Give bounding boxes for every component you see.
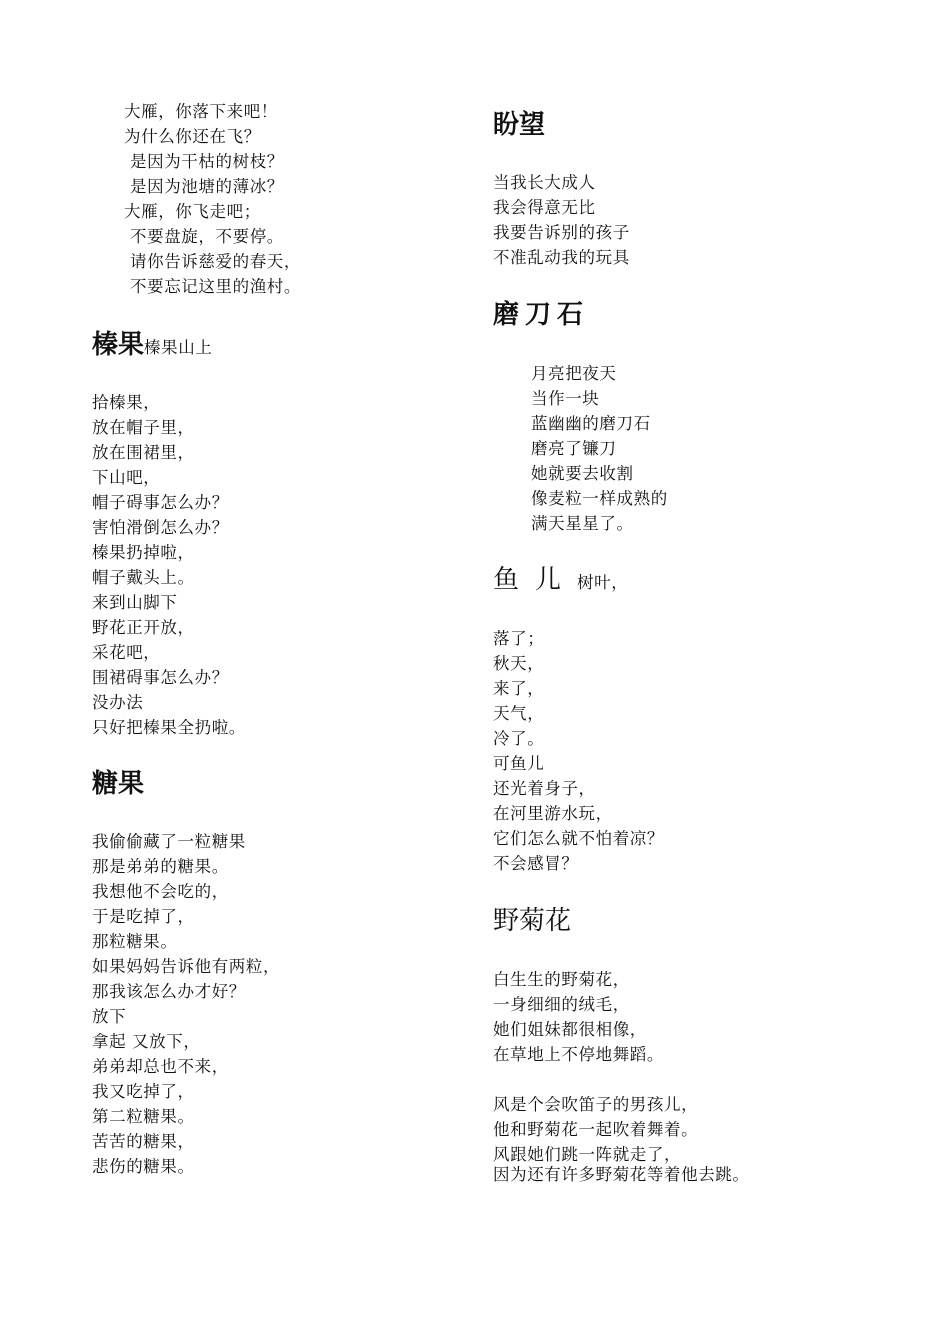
poem-line: 当作一块 <box>531 389 600 408</box>
poem-line: 为什么你还在飞？ <box>124 127 261 146</box>
poem-line: 磨亮了镰刀 <box>531 439 617 458</box>
poem-line: 他和野菊花一起吹着舞着。 <box>493 1120 699 1139</box>
poem-line: 悲伤的糖果。 <box>92 1157 195 1176</box>
poem-line: 像麦粒一样成熟的 <box>531 489 668 508</box>
poem-line: 我又吃掉了， <box>92 1082 195 1101</box>
poem-line: 不准乱动我的玩具 <box>493 248 630 267</box>
poem-line: 一身细细的绒毛， <box>493 995 630 1014</box>
poem-line: 还光着身子， <box>493 779 596 798</box>
poem-line: 是因为干枯的树枝？ <box>130 152 284 171</box>
poem-line: 拾榛果， <box>92 393 161 412</box>
poem-line: 第二粒糖果。 <box>92 1107 195 1126</box>
poem-line: 不要盘旋，不要停。 <box>130 227 284 246</box>
poem-line: 是因为池塘的薄冰？ <box>130 177 284 196</box>
poem-line: 秋天， <box>493 654 545 673</box>
poem-title-trail: 树叶， <box>577 573 629 592</box>
poem-line: 大雁，你飞走吧； <box>124 202 261 221</box>
poem-line: 我偷偷藏了一粒糖果 <box>92 832 246 851</box>
poem-title-trail: 榛果山上 <box>144 338 213 357</box>
poem-line: 在草地上不停地舞蹈。 <box>493 1045 664 1064</box>
poem-line: 如果妈妈告诉他有两粒， <box>92 957 281 976</box>
poem-line: 可鱼儿 <box>493 754 545 773</box>
poem-line: 围裙碍事怎么办？ <box>92 668 229 687</box>
poem-line: 它们怎么就不怕着凉？ <box>493 829 664 848</box>
poem-line: 于是吃掉了， <box>92 907 195 926</box>
poem-line: 那我该怎么办才好？ <box>92 982 246 1001</box>
poem-line: 因为还有许多野菊花等着他去跳。 <box>493 1165 750 1184</box>
poem-line: 风跟她们跳一阵就走了， <box>493 1145 682 1164</box>
poem-line: 冷了。 <box>493 729 545 748</box>
poem-line: 请你告诉慈爱的春天， <box>130 252 301 271</box>
poem-line: 我会得意无比 <box>493 198 596 217</box>
poem-line: 天气， <box>493 704 545 723</box>
poem-line: 榛果扔掉啦， <box>92 543 195 562</box>
poem-line: 不要忘记这里的渔村。 <box>130 277 301 296</box>
poem-line: 不会感冒？ <box>493 854 579 873</box>
poem-line: 蓝幽幽的磨刀石 <box>531 414 651 433</box>
poem-line: 落了； <box>493 629 545 648</box>
poem-line: 没办法 <box>92 693 144 712</box>
poem-line: 拿起 又放下， <box>92 1032 201 1051</box>
poem-line: 月亮把夜天 <box>531 364 617 383</box>
poem-line: 白生生的野菊花， <box>493 970 630 989</box>
poem-line: 她们姐妹都很相像， <box>493 1020 647 1039</box>
poem-line: 放在围裙里， <box>92 443 195 462</box>
poem-line: 放下 <box>92 1007 127 1026</box>
poem-line: 来到山脚下 <box>92 593 178 612</box>
poem-title: 野菊花 <box>493 906 572 936</box>
poem-line: 那粒糖果。 <box>92 932 178 951</box>
poem-line: 帽子碍事怎么办？ <box>92 493 229 512</box>
poem-line: 在河里游水玩， <box>493 804 613 823</box>
poem-line: 她就要去收割 <box>531 464 634 483</box>
poem-title: 磨刀石 <box>493 300 590 330</box>
poem-line: 当我长大成人 <box>493 173 596 192</box>
poem-line: 满天星星了。 <box>531 514 634 533</box>
poem-line: 大雁，你落下来吧！ <box>124 102 278 121</box>
poem-line: 采花吧， <box>92 643 161 662</box>
poem-line: 只好把榛果全扔啦。 <box>92 718 246 737</box>
poem-line: 野花正开放， <box>92 618 195 637</box>
poem-line: 我想他不会吃的， <box>92 882 229 901</box>
poem-line: 苦苦的糖果， <box>92 1132 195 1151</box>
poem-line: 放在帽子里， <box>92 418 195 437</box>
poem-title-text: 鱼儿 <box>493 565 578 595</box>
poem-title <box>493 565 628 598</box>
poem-line: 来了， <box>493 679 545 698</box>
poem-title-text: 榛果 <box>92 330 145 360</box>
poem-line: 我要告诉别的孩子 <box>493 223 630 242</box>
poem-line: 风是个会吹笛子的男孩儿， <box>493 1095 699 1114</box>
poem-line: 弟弟却总也不来， <box>92 1057 229 1076</box>
poem-line: 下山吧， <box>92 468 161 487</box>
poem-line: 那是弟弟的糖果。 <box>92 857 229 876</box>
poem-title <box>92 330 212 363</box>
poem-title: 糖果 <box>92 769 145 799</box>
poem-line: 害怕滑倒怎么办？ <box>92 518 229 537</box>
poem-title: 盼望 <box>493 110 546 140</box>
poem-line: 帽子戴头上。 <box>92 568 195 587</box>
